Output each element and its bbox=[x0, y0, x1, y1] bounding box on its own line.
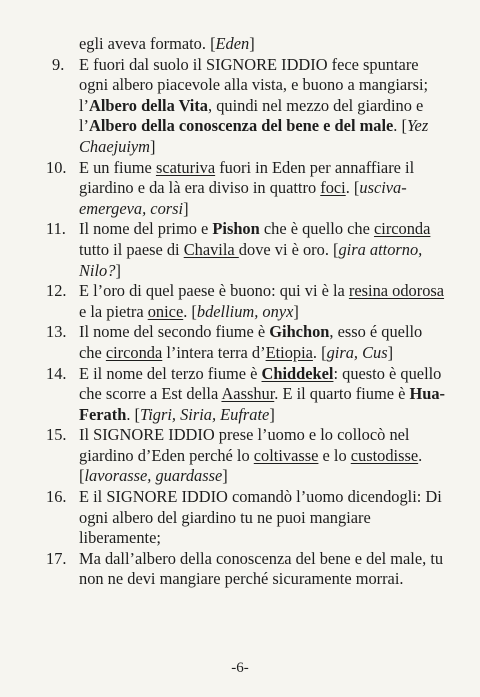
verse-text: . [ bbox=[393, 116, 407, 136]
document-page bbox=[46, 34, 446, 590]
verse-text: e la pietra bbox=[79, 301, 148, 321]
verse-text: Pishon bbox=[212, 219, 260, 239]
verse-text: egli aveva formato. [ bbox=[79, 34, 216, 53]
verse-text: E un fiume bbox=[79, 157, 156, 177]
verse-text: ] bbox=[115, 260, 121, 280]
verse-12 bbox=[46, 281, 446, 322]
verse-text: bdellium, onyx bbox=[196, 301, 294, 321]
verse-text: : questo è quello che scorre a Est della bbox=[79, 363, 442, 404]
verse-text: tutto il paese di bbox=[79, 239, 184, 259]
verse-text: l’intera terra d’ bbox=[162, 342, 266, 362]
verse-text: onice bbox=[147, 301, 184, 321]
verse-text: , quindi nel mezzo del giardino e l’ bbox=[79, 95, 424, 136]
verse-list bbox=[46, 34, 446, 590]
verse-text: gira attorno, Nilo? bbox=[79, 239, 423, 280]
verse-text: Ma dall’albero della conoscenza del bene e del male, tu non ne devi mangiare perché sicuramente morrai. bbox=[79, 548, 444, 589]
verse-text: Il nome del secondo fiume è bbox=[79, 322, 270, 342]
verse-number: 10. bbox=[46, 157, 67, 177]
verse-text: , esso é quello che bbox=[79, 322, 423, 362]
verse-text: Albero della conoscenza del bene e del male bbox=[89, 116, 394, 136]
verse-text: Aasshur bbox=[221, 384, 275, 404]
verse-14 bbox=[46, 364, 446, 426]
verse-text: E il nome del terzo fiume è bbox=[79, 363, 262, 383]
verse-text: Il SIGNORE IDDIO prese l’uomo e lo collocò nel giardino d’Eden perché lo bbox=[79, 425, 410, 465]
verse-text: ] bbox=[293, 301, 299, 321]
verse-text: e lo bbox=[318, 445, 351, 465]
verse-text: E l’oro di quel paese è buono: qui vi è la bbox=[79, 281, 349, 301]
verse-text: Gihchon bbox=[269, 322, 330, 342]
verse-10 bbox=[46, 158, 446, 220]
verse-text: . [ bbox=[79, 445, 423, 486]
verse-16 bbox=[46, 487, 446, 549]
verse-text: Tigri, Siria, Eufrate bbox=[140, 404, 270, 424]
verse-text: lavorasse, guardasse bbox=[84, 466, 223, 486]
verse-text: gira, Cus bbox=[326, 342, 388, 362]
verse-number: 14. bbox=[46, 363, 67, 383]
verse-number: 13. bbox=[46, 322, 67, 342]
verse-text: Yez Chaejuiym bbox=[79, 116, 429, 156]
verse-9 bbox=[46, 55, 446, 158]
verse-text: scaturiva bbox=[155, 157, 216, 177]
verse-text: Eden bbox=[215, 34, 250, 53]
verse-text: Chavila bbox=[183, 239, 239, 259]
verse-text: E il SIGNORE IDDIO comandò l’uomo dicendogli: Di ogni albero del giardino tu ne puoi mangiare liberamente; bbox=[79, 487, 442, 548]
verse-text: . [ bbox=[312, 342, 327, 362]
page-number: -6- bbox=[231, 660, 249, 676]
verse-text: circonda bbox=[105, 342, 163, 362]
verse-text: che è quello che bbox=[259, 219, 374, 239]
verse-text: E fuori dal suolo il SIGNORE IDDIO fece spuntare ogni albero piacevole alla vista, e buono a mangiarsi; l’ bbox=[79, 54, 429, 115]
verse-number: 11. bbox=[46, 219, 66, 239]
verse-13 bbox=[46, 322, 446, 363]
verse-number: 16. bbox=[46, 487, 67, 507]
verse-number: 9. bbox=[52, 54, 65, 74]
verse-text: dove vi è oro. [ bbox=[238, 239, 339, 259]
verse-text: fuori in Eden per annaffiare il giardino e da là era diviso in quattro bbox=[79, 157, 415, 198]
verse-text: ] bbox=[222, 466, 228, 486]
verse-text: resina odorosa bbox=[348, 281, 445, 301]
verse-text: ] bbox=[387, 342, 394, 362]
verse-text: circonda bbox=[373, 219, 431, 239]
verse-continuation bbox=[46, 34, 446, 55]
verse-text: foci bbox=[320, 178, 346, 198]
verse-text: usciva- emergeva, corsi bbox=[79, 178, 407, 218]
verse-text: Il nome del primo e bbox=[79, 219, 213, 239]
verse-text: custodisse bbox=[350, 445, 419, 465]
verse-15 bbox=[46, 425, 446, 487]
verse-text: Chiddekel bbox=[261, 363, 334, 383]
verse-number: 15. bbox=[46, 425, 67, 445]
verse-17 bbox=[46, 549, 446, 590]
verse-text: ] bbox=[183, 198, 189, 218]
verse-text: . [ bbox=[126, 404, 140, 424]
verse-11 bbox=[46, 219, 446, 281]
verse-number: 12. bbox=[46, 281, 67, 301]
verse-text: Albero della Vita bbox=[89, 95, 208, 115]
verse-text: coltivasse bbox=[253, 445, 319, 465]
verse-number: 17. bbox=[46, 548, 67, 568]
verse-text: Hua-Ferath bbox=[79, 384, 445, 424]
verse-text: . [ bbox=[345, 178, 360, 198]
verse-text: Etiopia bbox=[265, 342, 313, 362]
verse-text: ] bbox=[249, 34, 255, 53]
verse-text: ] bbox=[150, 136, 156, 156]
verse-text: . E il quarto fiume è bbox=[274, 384, 410, 404]
verse-text: ] bbox=[269, 404, 275, 424]
verse-text: . [ bbox=[183, 301, 197, 321]
